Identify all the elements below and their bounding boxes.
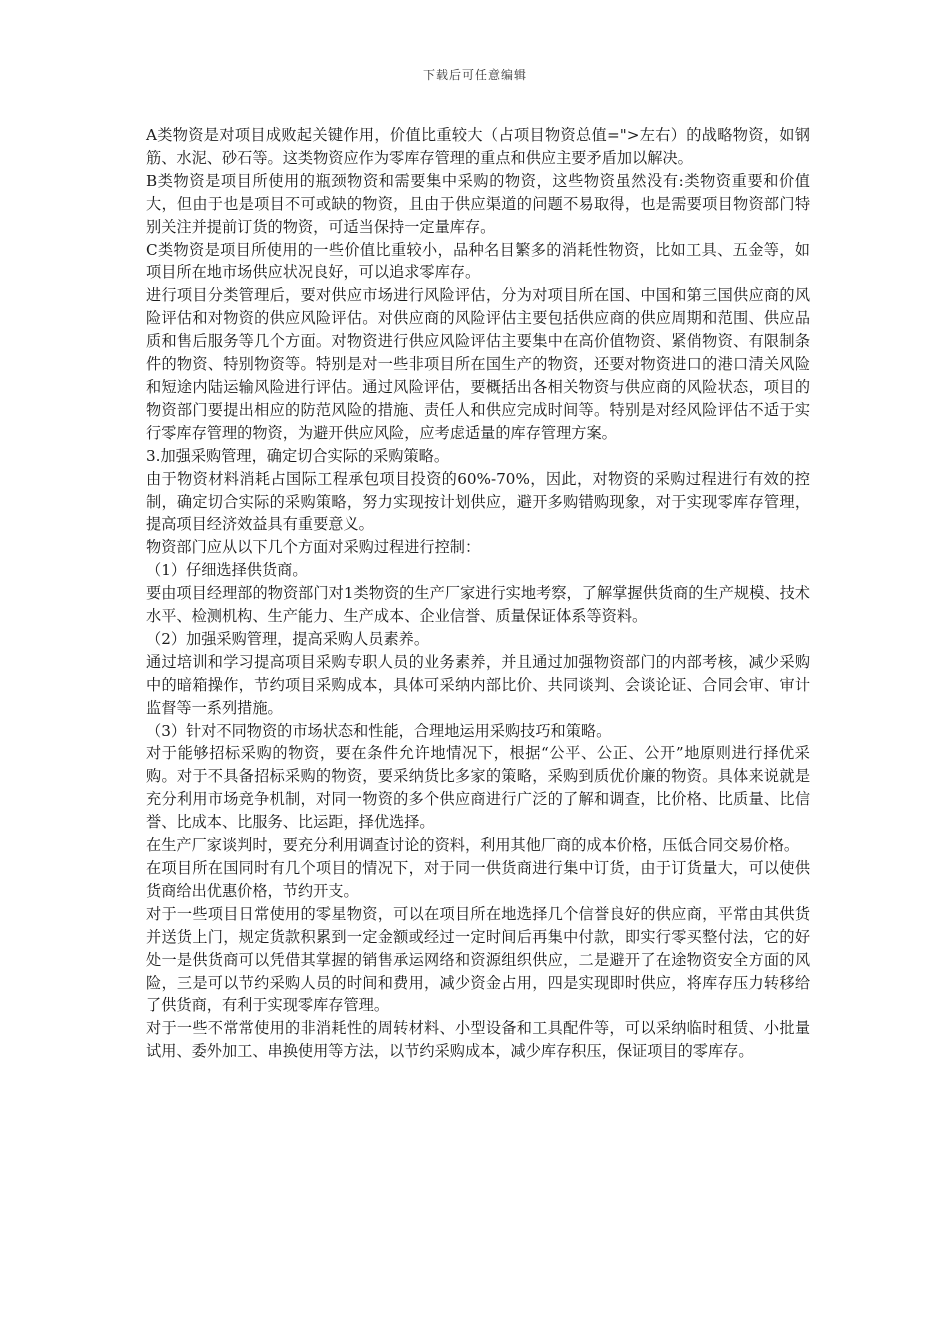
paragraph-risk-assessment: 进行项目分类管理后，要对供应市场进行风险评估，分为对项目所在国、中国和第三国供应商的风险评估和对物资的供应风险评估。对供应商的风险评估主要包括供应商的供应周期和范围、供应品质和售后服务等几个方面。对物资进行供应风险评估主要集中在高价值物资、紧俏物资、有限制条件的物资、特别物资等。特别是对一些非项目所在国生产的物资，还要对物资进口的港口清关风险和短途内陆运输风险进行评估。通过风险评估，要概括出各相关物资与供应商的风险状态，项目的物资部门要提出相应的防范风险的措施、责任人和供应完成时间等。特别是对经风险评估不适于实行零库存管理的物资，为避开供应风险，应考虑适量的库存管理方案。 [146, 286, 810, 442]
subheading-staff-quality: （2）加强采购管理，提高采购人员素养。 [146, 629, 430, 648]
paragraph-staff-quality: 通过培训和学习提高项目采购专职人员的业务素养，并且通过加强物资部门的内部考核，减少采购中的暗箱操作，节约项目采购成本，具体可采纳内部比价、共同谈判、会谈论证、合同会审、审计监督等一系列措施。 [146, 652, 810, 717]
paragraph-sporadic-materials: 对于一些项目日常使用的零星物资，可以在项目所在地选择几个信誉良好的供应商，平常由其供货并送货上门，规定货款积累到一定金额或经过一定时间后再集中付款，即实行零买整付法，它的好处一是供货商可以凭借其掌握的销售承运网络和资源组织供应，二是避开了在途物资安全方面的风险，三是可以节约采购人员的时间和费用，减少资金占用，四是实现即时供应，将库存压力转移给了供货商，有利于实现零库存管理。 [146, 904, 810, 1015]
paragraph-class-c: C类物资是项目所使用的一些价值比重较小，品种名目繁多的消耗性物资，比如工具、五金等，如项目所在地市场供应状况良好，可以追求零库存。 [146, 240, 810, 282]
paragraph-centralized-ordering: 在项目所在国同时有几个项目的情况下，对于同一供货商进行集中订货，由于订货量大，可以使供货商给出优惠价格，节约开支。 [146, 859, 810, 900]
paragraph-class-a: A类物资是对项目成败起关键作用，价值比重较大（占项目物资总值=">左右）的战略物资，如钢筋、水泥、砂石等。这类物资应作为零库存管理的重点和供应主要矛盾加以解决。 [146, 126, 810, 167]
paragraph-negotiation: 在生产厂家谈判时，要充分利用调查讨论的资料，利用其他厂商的成本价格，压低合同交易价格。 [146, 836, 800, 855]
paragraph-class-b: B类物资是项目所使用的瓶颈物资和需要集中采购的物资，这些物资虽然没有:类物资重要和价值大，但由于也是项目不可或缺的物资，且由于供应渠道的问题不易取得，也是需要项目物资部门特别关注并提前订货的物资，可适当保持一定量库存。 [146, 171, 810, 236]
paragraph-non-consumables: 对于一些不常常使用的非消耗性的周转材料、小型设备和工具配件等，可以采纳临时租赁、小批量试用、委外加工、串换使用等方法，以节约采购成本，减少库存积压，保证项目的零库存。 [146, 1019, 810, 1061]
page-header: 下载后可任意编辑 [422, 68, 527, 82]
section-heading-procurement: 3.加强采购管理，确定切合实际的采购策略。 [146, 446, 450, 465]
paragraph-procurement-importance: 由于物资材料消耗占国际工程承包项目投资的60%-70%，因此，对物资的采购过程进行有效的控制，确定切合实际的采购策略，努力实现按计划供应，避开多购错购现象，对于实现零库存管理，提高项目经济效益具有重要意义。 [146, 469, 810, 534]
subheading-supplier-selection: （1）仔细选择供货商。 [146, 561, 308, 580]
paragraph-supplier-selection: 要由项目经理部的物资部门对1类物资的生产厂家进行实地考察，了解掌握供货商的生产规模、技术水平、检测机构、生产能力、生产成本、企业信誉、质量保证体系等资料。 [146, 584, 810, 626]
paragraph-control-intro: 物资部门应从以下几个方面对采购过程进行控制： [146, 538, 481, 557]
subheading-procurement-strategy: （3）针对不同物资的市场状态和性能，合理地运用采购技巧和策略。 [146, 721, 612, 740]
paragraph-tender-procurement: 对于能够招标采购的物资，要在条件允许地情况下，根据“公平、公正、公开”地原则进行择优采购。对于不具备招标采购的物资，要采纳货比多家的策略，采购到质优价廉的物资。具体来说就是充分利用市场竞争机制，对同一物资的多个供应商进行广泛的了解和调查，比价格、比质量、比信誉、比成本、比服务、比运距，择优选择。 [146, 744, 810, 832]
document-body [146, 124, 810, 1063]
